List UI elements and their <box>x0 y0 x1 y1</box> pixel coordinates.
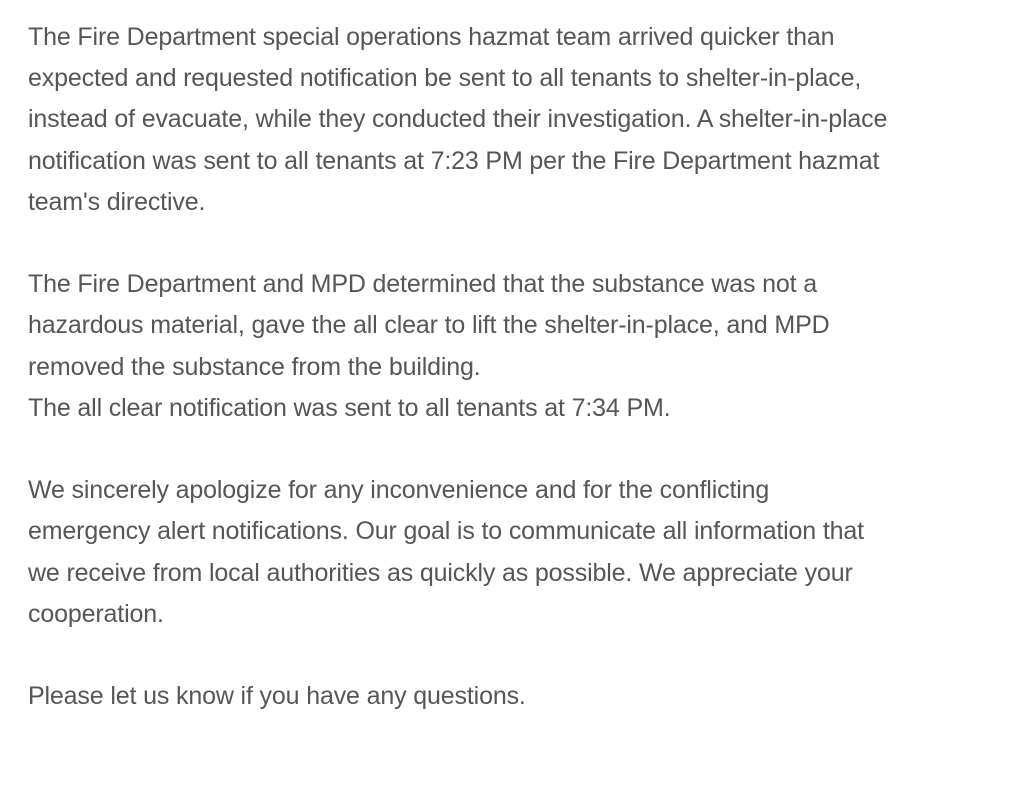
text-line: The all clear notification was sent to all tenants at 7:34 PM. <box>28 393 671 422</box>
text-line: expected and requested notification be sent to all tenants to shelter-in-place, <box>28 64 862 93</box>
paragraph-apology <box>28 470 1008 635</box>
paragraph-questions <box>28 676 1008 717</box>
paragraph-shelter-in-place <box>28 17 1008 223</box>
text-line: The Fire Department special operations hazmat team arrived quicker than <box>28 23 835 51</box>
text-line: instead of evacuate, while they conducted their investigation. A shelter-in-place <box>28 105 888 134</box>
text-line: cooperation. <box>28 599 164 628</box>
text-line: team's directive. <box>28 187 206 216</box>
paragraph-all-clear <box>28 264 1008 429</box>
text-line: removed the substance from the building. <box>28 352 481 381</box>
email-message-body <box>28 17 1008 759</box>
text-line: The Fire Department and MPD determined that the substance was not a <box>28 270 817 299</box>
text-line: emergency alert notifications. Our goal is to communicate all information that <box>28 517 864 546</box>
text-line: Please let us know if you have any questions. <box>28 682 526 711</box>
text-line: We sincerely apologize for any inconvenience and for the conflicting <box>28 476 770 505</box>
text-line: hazardous material, gave the all clear to lift the shelter-in-place, and MPD <box>28 311 830 340</box>
text-line: notification was sent to all tenants at 7:23 PM per the Fire Department hazmat <box>28 146 880 175</box>
text-line: we receive from local authorities as quickly as possible. We appreciate your <box>28 558 853 587</box>
